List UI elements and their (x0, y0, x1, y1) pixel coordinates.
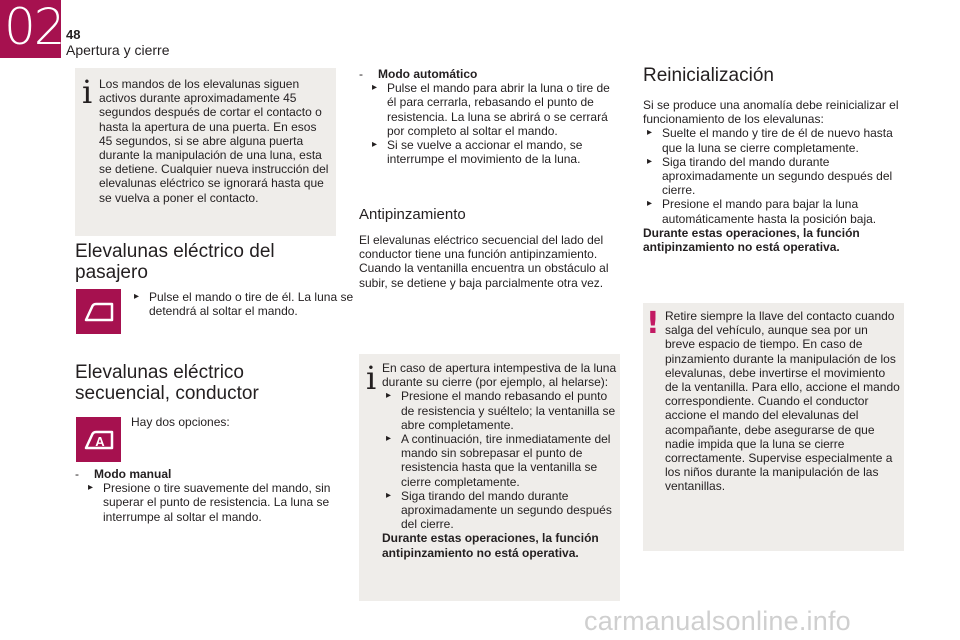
auto-window-switch-icon (76, 417, 121, 462)
reinicializacion-bullet: ▸ Suelte el mando y tire de él de nuevo hasta que la luna se cierre completamente. (643, 126, 905, 154)
manual-mode-label: - Modo manual (75, 467, 337, 481)
auto-bullet: ▸ Si se vuelve a accionar el mando, se interrumpe el movimiento de la luna. (359, 138, 621, 166)
pasajero-title: Elevalunas eléctrico del pasajero (75, 241, 275, 283)
info-mid-bullet: ▸ A continuación, tire inmediatamente del mando sin sobrepasar el punto de resistencia hasta que la ventanilla se cierre completamente. (382, 432, 618, 489)
auto-mode (359, 67, 621, 166)
window-switch-icon (76, 289, 121, 334)
info-mid-content (382, 361, 618, 560)
page-number: 48 (66, 27, 81, 42)
antipinzamiento-title: Antipinzamiento (359, 206, 466, 223)
manual-mode (75, 467, 337, 524)
info-mid-intro: En caso de apertura intempestiva de la luna durante su cierre (por ejemplo, al helarse): (382, 361, 617, 390)
pasajero-bullet: ▸ Pulse el mando o tire de él. La luna se detendrá al soltar el mando. (130, 290, 359, 318)
manual-mode-bullet: ▸ Presione o tire suavemente del mando, sin superar el punto de resistencia. La luna se interrumpe al soltar el mando. (75, 481, 337, 524)
reinicializacion-bullet: ▸ Siga tirando del mando durante aproximadamente un segundo después del cierre. (643, 155, 905, 198)
reinicializacion-content (643, 98, 905, 254)
info-icon: i (366, 359, 377, 397)
warning-text: Retire siempre la llave del contacto cuando salga del vehículo, aunque sea por un breve espacio de tiempo. En caso de pinzamiento durante la manipulación de los elevalunas, debe invertirse el movimiento de la ventanilla. Para ello, accione el mando correspondiente. Cuando el conductor accione el mando del elevalunas del acompañante, debe asegurarse de que nadie impida que la luna se cierre correctamente. Supervise especialmente a los niños durante la manipulación de las ventanillas. (665, 309, 900, 494)
info-top-text: Los mandos de los elevalunas siguen activos durante aproximadamente 45 segundos después de cortar el contacto o hasta la apertura de una puerta. En esos 45 segundos, si se abre alguna puerta durante la manipulación de una luna, esta se detiene. Cualquier nueva instrucción del elevalunas eléctrico se ignorará hasta que se vuelva a poner el contacto. (99, 77, 329, 205)
reinicializacion-intro: Si se produce una anomalía debe reinicializar el funcionamiento de los elevalunas: (643, 98, 899, 127)
chapter-number: 02 (4, 0, 64, 56)
info-mid-note: Durante estas operaciones, la función antipinzamiento no está operativa. (382, 531, 599, 560)
conductor-title: Elevalunas eléctrico secuencial, conductor (75, 362, 259, 404)
info-mid-bullet: ▸ Presione el mando rebasando el punto de resistencia y suéltelo; la ventanilla se abre completamente. (382, 389, 618, 432)
auto-bullet: ▸ Pulse el mando para abrir la luna o tire de él para cerrarla, rebasando el punto de resistencia. La luna se abrirá o se cerrará por completo al soltar el mando. (359, 81, 621, 138)
conductor-intro: Hay dos opciones: (131, 415, 230, 429)
reinicializacion-note: Durante estas operaciones, la función antipinzamiento no está operativa. (643, 225, 860, 255)
info-icon: i (82, 73, 93, 111)
chapter-tab (0, 0, 64, 58)
footer-watermark: carmanualsonline.info (584, 606, 851, 636)
antipinzamiento-text: El elevalunas eléctrico secuencial del lado del conductor tiene una función antipinzamiento. Cuando la ventanilla encuentra un obstáculo al subir, se detiene y baja parcialmente otra vez. (359, 233, 609, 290)
section-title: Apertura y cierre (66, 42, 170, 58)
auto-mode-label: - Modo automático (359, 67, 621, 81)
warning-icon: ! (646, 306, 660, 341)
reinicializacion-bullet: ▸ Presione el mando para bajar la luna automáticamente hasta la posición baja. (643, 197, 905, 225)
info-mid-bullet: ▸ Siga tirando del mando durante aproximadamente un segundo después del cierre. (382, 489, 618, 532)
svg-text:A: A (95, 434, 105, 449)
reinicializacion-title: Reinicialización (643, 65, 774, 86)
